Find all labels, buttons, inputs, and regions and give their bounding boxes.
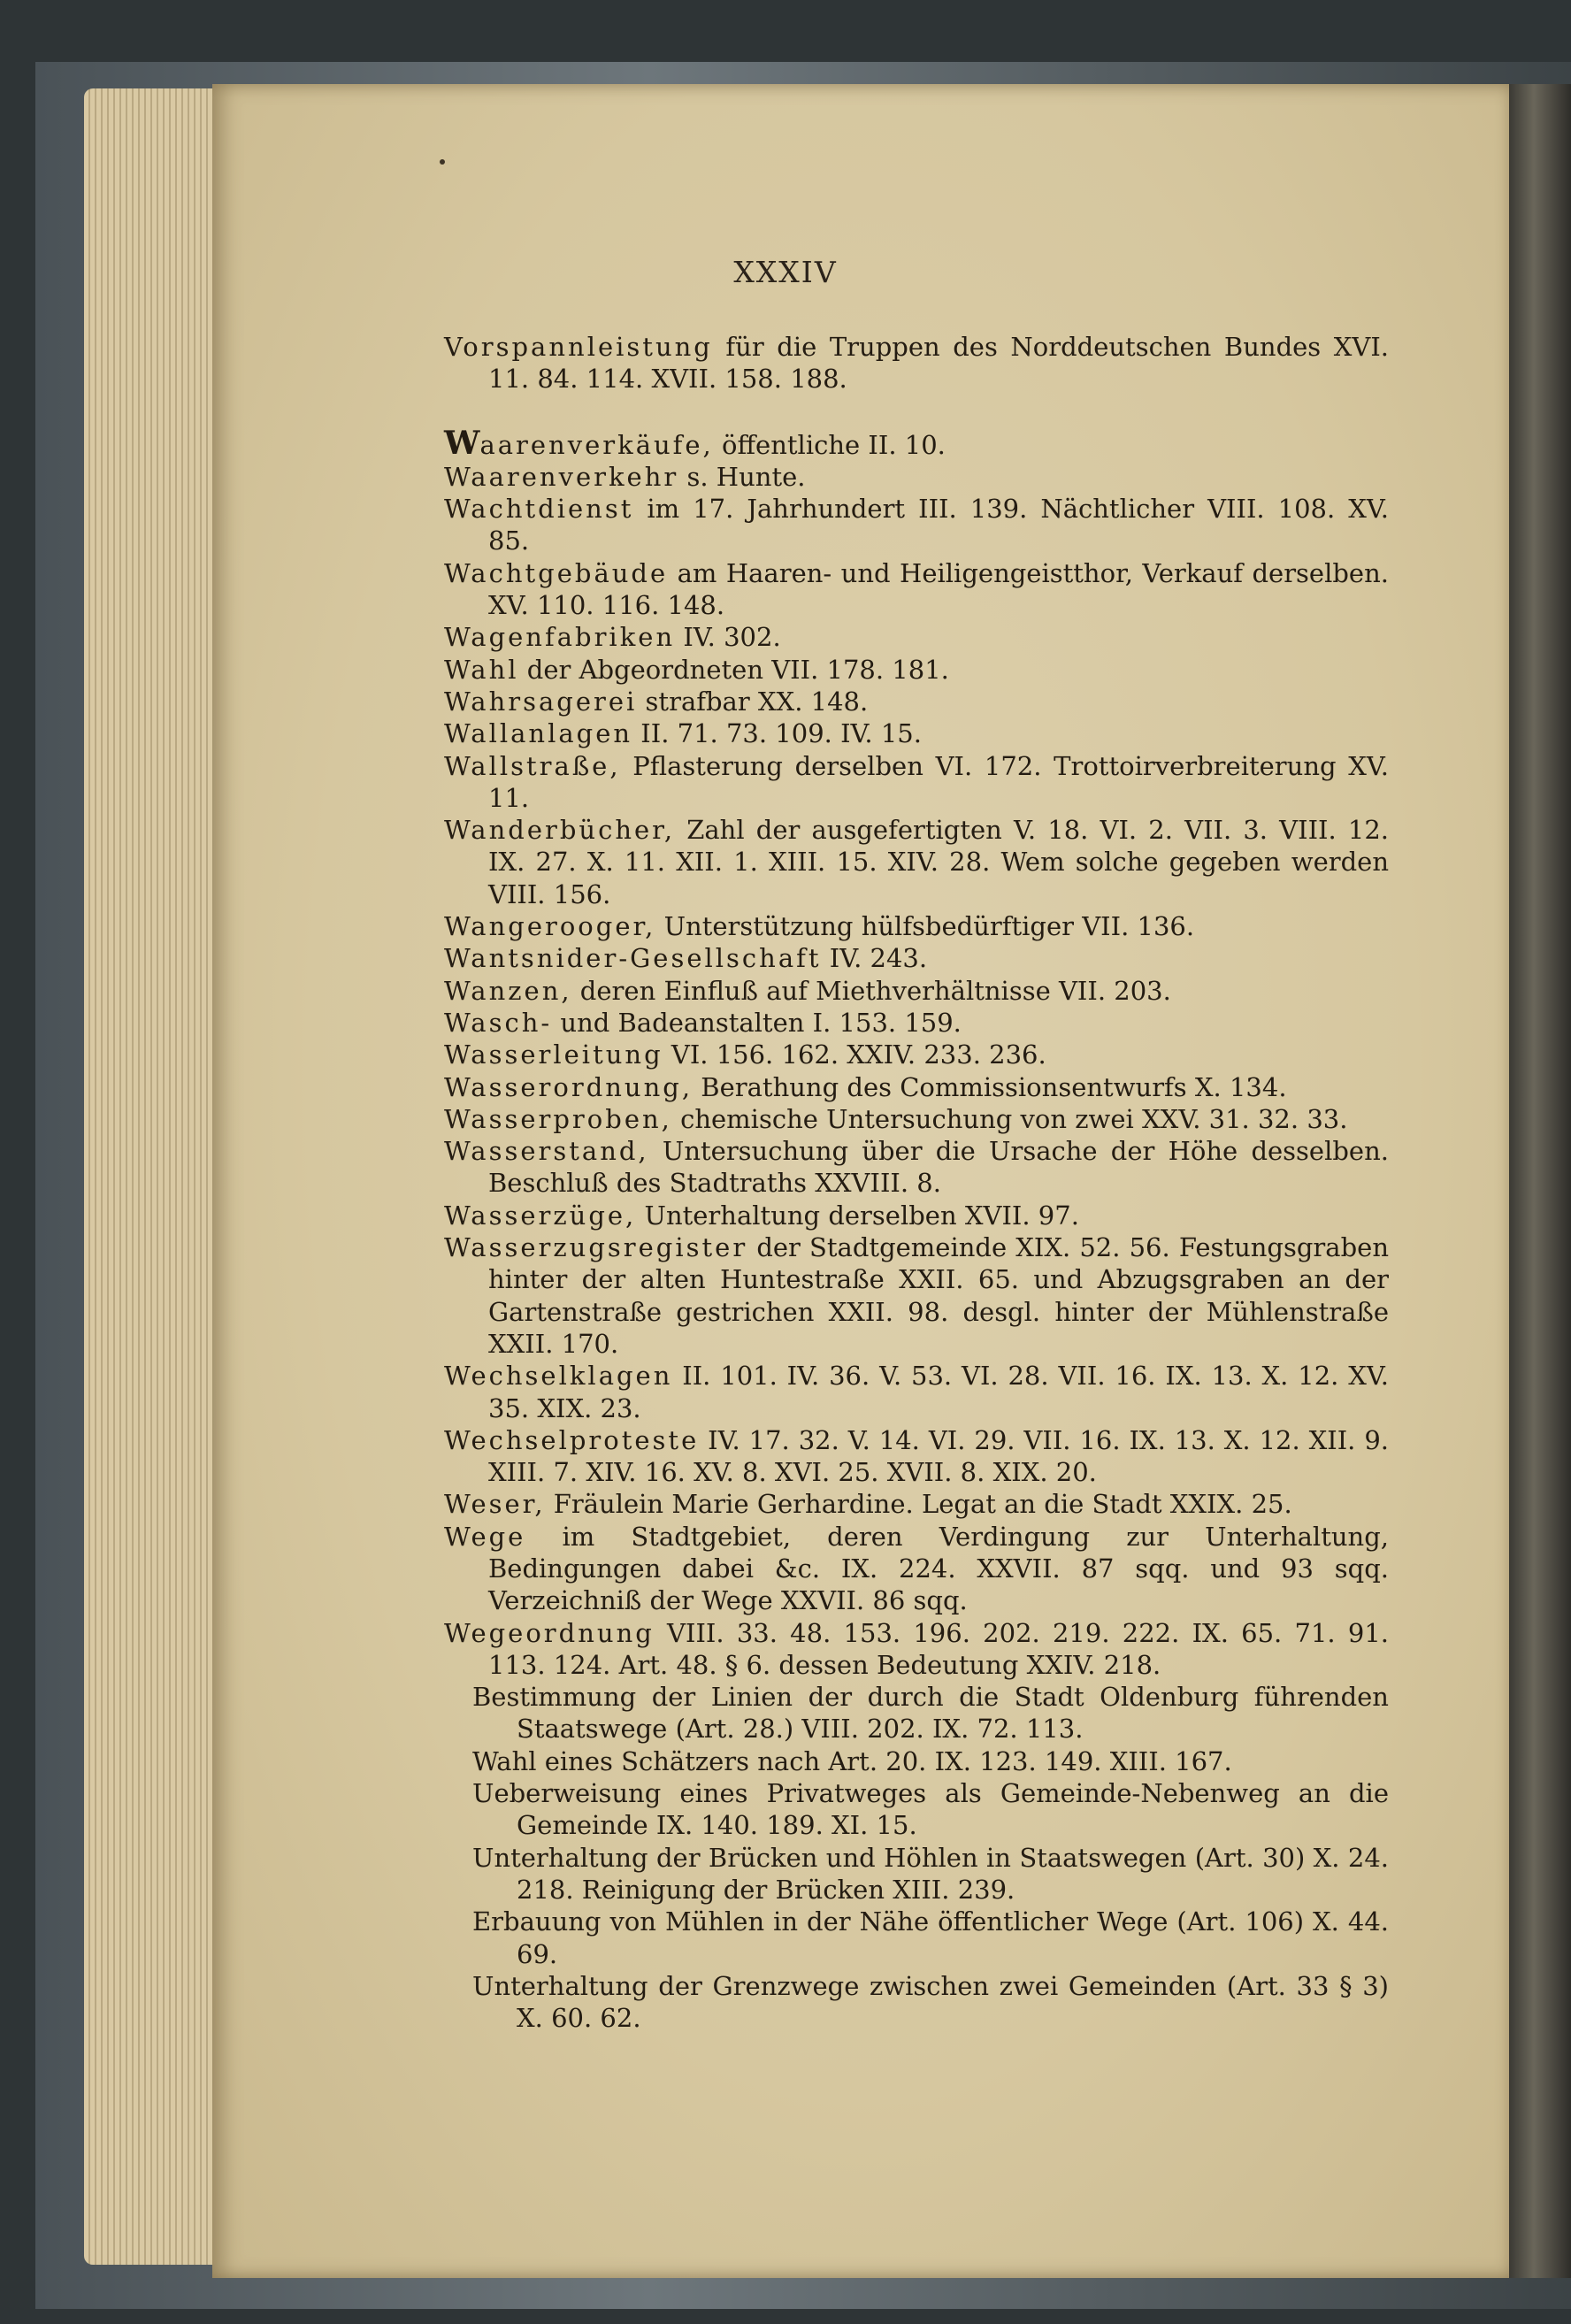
entry-text: IV. 243. [821, 943, 928, 974]
entry-lemma: Wallstraße, [444, 750, 621, 781]
entry-text: im Stadtgebiet, deren Verdingung zur Unterhaltung, Bedingungen dabei &c. IX. 224. XXVII. 87 sqq. und 93 sqq. Verzeichniß der Wege XXVII. 86 sqq. [488, 1521, 1389, 1616]
entry-lemma: Vorspannleistung [444, 332, 713, 362]
entry-text: chemische Untersuchung von zwei XXV. 31. 32. 33. [671, 1103, 1348, 1134]
entry-lemma: Wahl [444, 654, 519, 685]
entry-lemma: Wahrsagerei [444, 686, 638, 717]
index-entry [444, 557, 1389, 622]
entry-lemma: Weser, [444, 1489, 546, 1520]
entry-text: IV. 302. [675, 622, 781, 653]
entry-lemma: Wanderbücher, [444, 815, 676, 846]
entry-text: II. 101. IV. 36. V. 53. VI. 28. VII. 16. IX. 13. X. 12. XV. 35. XIX. 23. [488, 1361, 1389, 1423]
entry-text: VI. 156. 162. XXIV. 233. 236. [663, 1039, 1046, 1070]
index-entry [444, 1231, 1389, 1360]
entry-lemma: Wagenfabriken [444, 622, 676, 653]
index-entry [444, 717, 1389, 749]
index-entry [444, 654, 1389, 686]
index-subentry: Unterhaltung der Brücken und Höhlen in Staatswegen (Art. 30) X. 24. 218. Reinigung der Brücken XIII. 239. [472, 1842, 1389, 1905]
book-gutter [1509, 84, 1571, 2278]
entry-text: Berathung des Commissionsentwurfs X. 134. [693, 1071, 1287, 1102]
entry-text: der Stadtgemeinde XIX. 52. 56. Festungsgraben hinter der alten Huntestraße XXII. 65. und Abzugsgraben an der Gartenstraße gestrichen XXII. 98. desgl. hinter der Mühlenstraße XXII. 170. [488, 1232, 1389, 1359]
entry-text: Untersuchung über die Ursache der Höhe desselben. Beschluß des Stadtraths XXVIII. 8. [488, 1136, 1389, 1199]
index-subentry: Wahl eines Schätzers nach Art. 20. IX. 123. 149. XIII. 167. [472, 1745, 1232, 1776]
entry-lemma: Wegeordnung [444, 1617, 655, 1648]
entry-text: im 17. Jahrhundert III. 139. Nächtlicher VIII. 108. XV. 85. [488, 494, 1389, 556]
index-entry [444, 424, 1389, 462]
index-entry [444, 975, 1389, 1007]
index-entry [444, 1617, 1389, 1682]
page-edges [84, 88, 226, 2265]
page-number: XXXIV [733, 255, 838, 289]
entry-text: öffentliche II. 10. [713, 429, 946, 460]
index-text [444, 331, 1389, 2034]
entry-text: Pflasterung derselben VI. 172. Trottoirverbreiterung XV. 11. [488, 750, 1389, 813]
entry-lemma: Wasserzüge, [444, 1200, 637, 1231]
index-subentry: Ueberweisung eines Privatweges als Gemeinde-Nebenweg an die Gemeinde IX. 140. 189. XI. 15. [472, 1778, 1389, 1841]
index-subentry: Unterhaltung der Grenzwege zwischen zwei Gemeinden (Art. 33 § 3) X. 60. 62. [472, 1970, 1389, 2034]
entry-lemma: Wechselproteste [444, 1424, 700, 1455]
entry-lemma: Wasserproben, [444, 1103, 672, 1134]
entry-lemma: Wasserleitung [444, 1039, 663, 1070]
entry-lemma: Wasserstand, [444, 1136, 649, 1167]
index-entry [444, 1521, 1389, 1617]
entry-text: s. Hunte. [678, 461, 806, 492]
entry-lemma: Wechselklagen [444, 1361, 673, 1392]
entry-text: IV. 17. 32. V. 14. VI. 29. VII. 16. IX. 13. X. 12. XII. 9. XIII. 7. XIV. 16. XV. 8. XVI. 25. XVII. 8. XIX. 20. [488, 1424, 1389, 1488]
entry-text: Zahl der ausgefertigten V. 18. VI. 2. VII. 3. VIII. 12. IX. 27. X. 11. XII. 1. XIII. 15. XIV. 28. Wem solche gegeben werden VIII. 156. [488, 815, 1389, 909]
entry-text: für die Truppen des Norddeutschen Bundes XVI. 11. 84. 114. XVII. 158. 188. [488, 332, 1389, 395]
ink-dot [440, 159, 445, 165]
entry-text: VIII. 33. 48. 153. 196. 202. 219. 222. IX. 65. 71. 91. 113. 124. Art. 48. § 6. dessen Bedeutung XXIV. 218. [488, 1617, 1389, 1680]
entry-lemma: Wachtdienst [444, 494, 634, 525]
index-entry [444, 686, 1389, 717]
entry-lemma: Wanzen, [444, 975, 572, 1006]
index-entry [444, 750, 1389, 815]
entry-lemma: Wasserzugsregister [444, 1232, 748, 1263]
index-entry [444, 621, 1389, 653]
entry-lemma: Wasserordnung, [444, 1071, 694, 1102]
entry-lemma: Wangerooger, [444, 911, 656, 942]
entry-text: Unterstützung hülfsbedürftiger VII. 136. [655, 911, 1195, 942]
index-entry [444, 493, 1389, 557]
entry-text: deren Einfluß auf Miethverhältnisse VII. 203. [571, 975, 1171, 1006]
entry-text: und Badeanstalten I. 153. 159. [552, 1007, 962, 1038]
section-initial: W [444, 424, 480, 462]
entry-text: Fräulein Marie Gerhardine. Legat an die Stadt XXIX. 25. [545, 1489, 1292, 1520]
index-entry [444, 814, 1389, 910]
entry-lemma: Wasch- [444, 1007, 553, 1038]
entry-text: II. 71. 73. 109. IV. 15. [632, 718, 922, 749]
entry-lemma: aarenverkäufe, [479, 429, 714, 460]
index-entry [444, 331, 1389, 395]
entry-text: am Haaren- und Heiligengeistthor, Verkauf derselben. XV. 110. 116. 148. [488, 557, 1389, 621]
index-entry [444, 461, 1389, 493]
index-entry [444, 1424, 1389, 1489]
entry-lemma: Waarenverkehr [444, 461, 679, 492]
entry-lemma: Wachtgebäude [444, 557, 669, 588]
index-entry [444, 1103, 1389, 1135]
index-entry [444, 1360, 1389, 1424]
index-entry [444, 1071, 1389, 1103]
index-subentry: Bestimmung der Linien der durch die Stadt Oldenburg führenden Staatswege (Art. 28.) VIII. 202. IX. 72. 113. [472, 1682, 1389, 1745]
index-entry [444, 1007, 1389, 1039]
entry-text: strafbar XX. 148. [637, 686, 869, 717]
section-gap [444, 395, 1389, 427]
entry-lemma: Wantsnider-Gesellschaft [444, 943, 822, 974]
index-subentry: Erbauung von Mühlen in der Nähe öffentlicher Wege (Art. 106) X. 44. 69. [472, 1906, 1389, 1969]
index-entry [444, 1488, 1389, 1520]
entry-lemma: Wallanlagen [444, 718, 633, 749]
index-entry [444, 942, 1389, 974]
entry-text: Unterhaltung derselben XVII. 97. [636, 1200, 1079, 1231]
index-entry [444, 1200, 1389, 1231]
index-entry [444, 1039, 1389, 1070]
index-entry [444, 910, 1389, 942]
entry-text: der Abgeordneten VII. 178. 181. [518, 654, 949, 685]
entry-lemma: Wege [444, 1521, 526, 1552]
index-entry [444, 1135, 1389, 1200]
